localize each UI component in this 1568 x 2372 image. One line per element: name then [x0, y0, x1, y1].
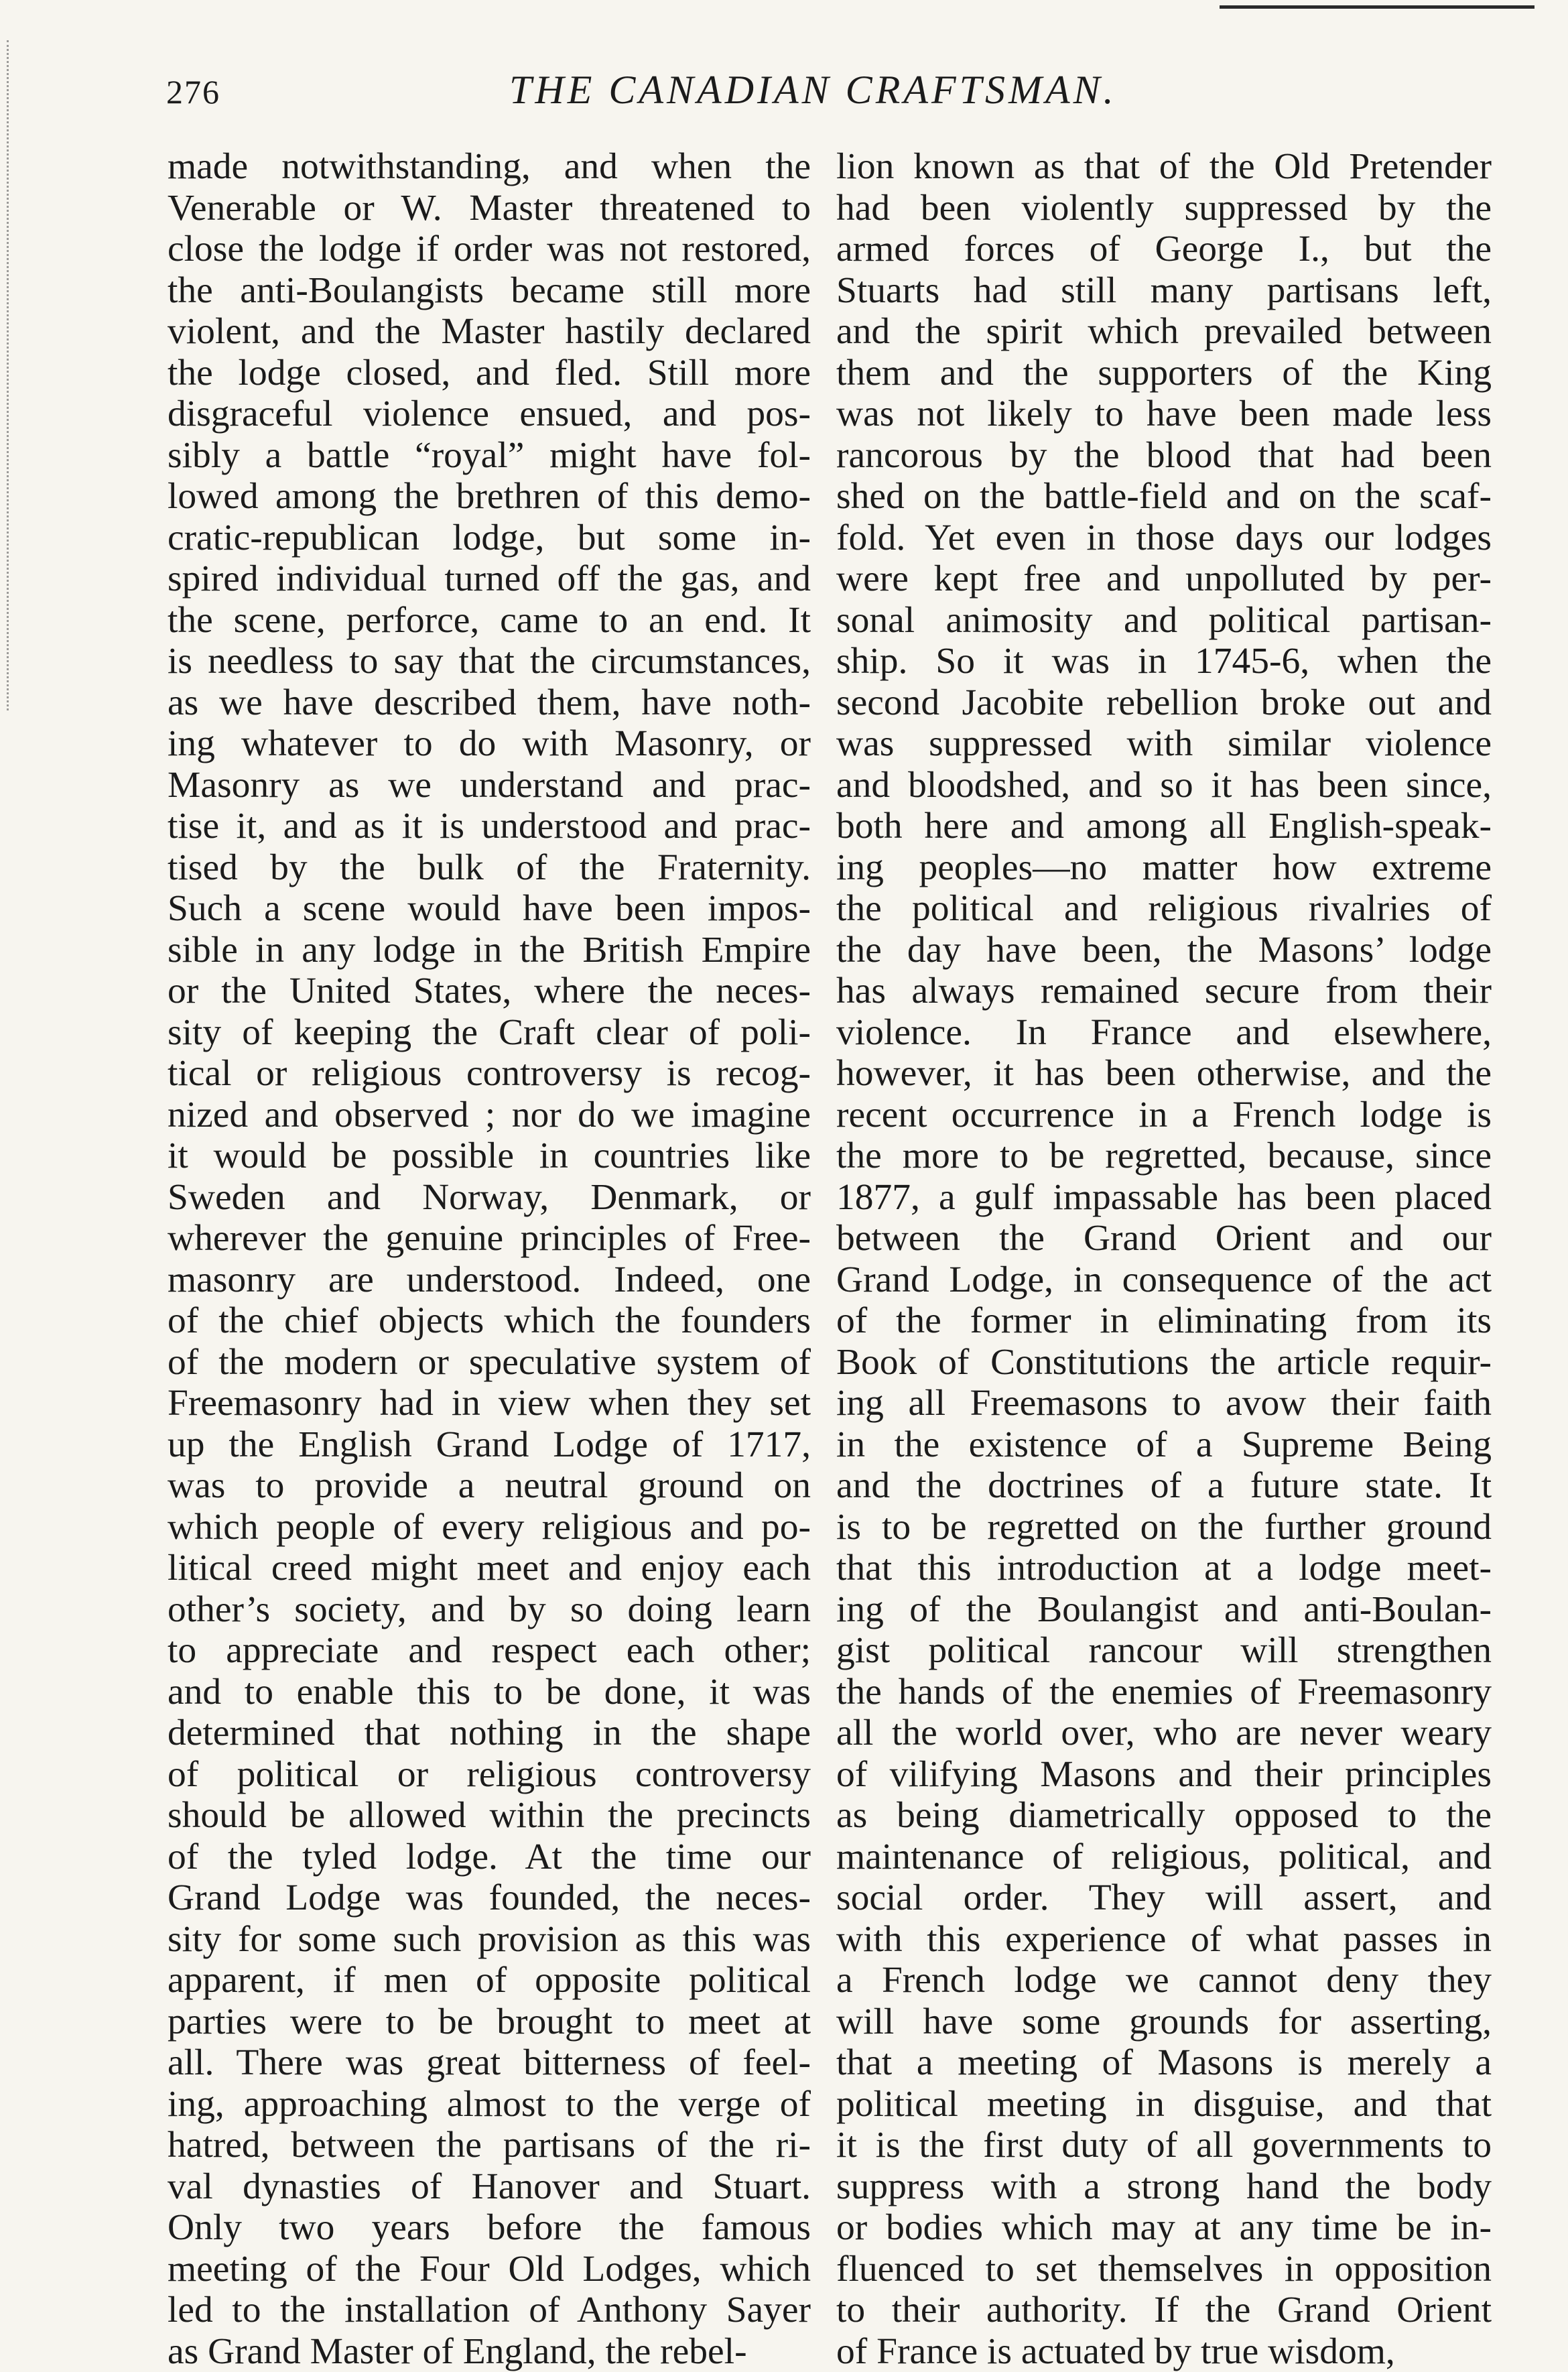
text-line: all the world over, who are never weary [836, 1712, 1492, 1754]
text-line: in the existence of a Supreme Being [836, 1424, 1492, 1466]
text-line: all. There was great bitterness of feel- [168, 2042, 811, 2084]
text-line: recent occurrence in a French lodge is [836, 1095, 1492, 1136]
text-line: Such a scene would have been impos- [168, 888, 811, 930]
text-line: and to enable this to be done, it was [168, 1672, 811, 1713]
text-line: Sweden and Norway, Denmark, or [168, 1177, 811, 1219]
text-line: other’s society, and by so doing learn [168, 1589, 811, 1631]
text-line: however, it has been otherwise, and the [836, 1053, 1492, 1095]
text-line: and the spirit which prevailed between [836, 311, 1492, 353]
text-line: suppress with a strong hand the body [836, 2166, 1492, 2208]
text-line: the lodge closed, and fled. Still more [168, 353, 811, 394]
text-line: that this introduction at a lodge meet- [836, 1548, 1492, 1589]
text-line: lowed among the brethren of this demo- [168, 476, 811, 517]
text-line: close the lodge if order was not restored, [168, 229, 811, 270]
text-line: val dynasties of Hanover and Stuart. [168, 2166, 811, 2208]
text-line: will have some grounds for asserting, [836, 2001, 1492, 2043]
page-number: 276 [166, 72, 220, 111]
text-line: shed on the battle-field and on the scaf- [836, 476, 1492, 517]
text-line: has always remained secure from their [836, 971, 1492, 1012]
text-line: violence. In France and elsewhere, [836, 1012, 1492, 1054]
text-line: was suppressed with similar violence [836, 723, 1492, 765]
text-line: to their authority. If the Grand Orient [836, 2290, 1492, 2331]
text-line: as being diametrically opposed to the [836, 1795, 1492, 1836]
text-line: apparent, if men of opposite political [168, 1960, 811, 2001]
text-line: tical or religious controversy is recog- [168, 1053, 811, 1095]
text-line: spired individual turned off the gas, and [168, 558, 811, 600]
text-line: fluenced to set themselves in opposition [836, 2249, 1492, 2290]
text-line: or the United States, where the neces- [168, 971, 811, 1012]
text-line: of the chief objects which the founders [168, 1300, 811, 1342]
text-line: and bloodshed, and so it has been since, [836, 765, 1492, 806]
text-line: of the tyled lodge. At the time our [168, 1836, 811, 1878]
text-line: had been violently suppressed by the [836, 188, 1492, 229]
text-line: masonry are understood. Indeed, one [168, 1259, 811, 1301]
page-header [0, 67, 1568, 127]
text-line: of vilifying Masons and their principles [836, 1754, 1492, 1796]
text-line: them and the supporters of the King [836, 353, 1492, 394]
right-text-column [836, 146, 1492, 2372]
top-rule [1220, 5, 1534, 9]
text-line: wherever the genuine principles of Free- [168, 1218, 811, 1259]
text-line: led to the installation of Anthony Sayer [168, 2290, 811, 2331]
text-line: the anti-Boulangists became still more [168, 270, 811, 312]
text-line: Stuarts had still many partisans left, [836, 270, 1492, 312]
text-line: ing peoples—no matter how extreme [836, 847, 1492, 889]
running-title: THE CANADIAN CRAFTSMAN. [509, 67, 1117, 113]
text-line: violent, and the Master hastily declared [168, 311, 811, 353]
text-line: the day have been, the Masons’ lodge [836, 930, 1492, 971]
text-line: Only two years before the famous [168, 2207, 811, 2249]
text-line: made notwithstanding, and when the [168, 146, 811, 188]
text-line: up the English Grand Lodge of 1717, [168, 1424, 811, 1466]
text-line: of France is actuated by true wisdom, [836, 2331, 1492, 2372]
text-line: sonal animosity and political partisan- [836, 600, 1492, 641]
text-line: Freemasonry had in view when they set [168, 1383, 811, 1424]
text-line: hatred, between the partisans of the ri- [168, 2125, 811, 2166]
text-line: that a meeting of Masons is merely a [836, 2042, 1492, 2084]
text-line: maintenance of religious, political, and [836, 1836, 1492, 1878]
text-line: second Jacobite rebellion broke out and [836, 682, 1492, 724]
text-line: as Grand Master of England, the rebel- [168, 2331, 811, 2372]
text-line: a French lodge we cannot deny they [836, 1960, 1492, 2001]
text-line: of political or religious controversy [168, 1754, 811, 1796]
text-line: were kept free and unpolluted by per- [836, 558, 1492, 600]
text-line: both here and among all English-speak- [836, 806, 1492, 847]
text-line: ship. So it was in 1745-6, when the [836, 641, 1492, 682]
text-line: nized and observed ; nor do we imagine [168, 1095, 811, 1136]
text-line: is to be regretted on the further ground [836, 1507, 1492, 1548]
text-line: of the former in eliminating from its [836, 1300, 1492, 1342]
text-line: litical creed might meet and enjoy each [168, 1548, 811, 1589]
text-line: it would be possible in countries like [168, 1135, 811, 1177]
text-line: political meeting in disguise, and that [836, 2084, 1492, 2125]
text-line: sibly a battle “royal” might have fol- [168, 435, 811, 477]
text-line: social order. They will assert, and [836, 1877, 1492, 1919]
text-line: Grand Lodge, in consequence of the act [836, 1259, 1492, 1301]
text-line: armed forces of George I., but the [836, 229, 1492, 270]
text-line: it is the first duty of all governments to [836, 2125, 1492, 2166]
text-line: as we have described them, have noth- [168, 682, 811, 724]
text-line: was to provide a neutral ground on [168, 1465, 811, 1507]
text-line: which people of every religious and po- [168, 1507, 811, 1548]
text-line: is needless to say that the circumstances, [168, 641, 811, 682]
text-line: rancorous by the blood that had been [836, 435, 1492, 477]
text-line: tise it, and as it is understood and prac- [168, 806, 811, 847]
text-line: Book of Constitutions the article requir- [836, 1342, 1492, 1383]
text-line: ing of the Boulangist and anti-Boulan- [836, 1589, 1492, 1631]
text-line: sible in any lodge in the British Empire [168, 930, 811, 971]
text-line: sity of keeping the Craft clear of poli- [168, 1012, 811, 1054]
text-line: sity for some such provision as this was [168, 1919, 811, 1960]
text-line: ing whatever to do with Masonry, or [168, 723, 811, 765]
text-line: the political and religious rivalries of [836, 888, 1492, 930]
text-line: disgraceful violence ensued, and pos- [168, 393, 811, 435]
text-line: the hands of the enemies of Freemasonry [836, 1672, 1492, 1713]
margin-scan-marks [7, 40, 17, 710]
text-line: to appreciate and respect each other; [168, 1630, 811, 1672]
text-line: gist political rancour will strengthen [836, 1630, 1492, 1672]
text-line: should be allowed within the precincts [168, 1795, 811, 1836]
text-line: the scene, perforce, came to an end. It [168, 600, 811, 641]
text-line: the more to be regretted, because, since [836, 1135, 1492, 1177]
text-line: determined that nothing in the shape [168, 1712, 811, 1754]
text-line: and the doctrines of a future state. It [836, 1465, 1492, 1507]
text-line: lion known as that of the Old Pretender [836, 146, 1492, 188]
text-line: meeting of the Four Old Lodges, which [168, 2249, 811, 2290]
left-text-column [168, 146, 811, 2372]
text-line: tised by the bulk of the Fraternity. [168, 847, 811, 889]
text-line: 1877, a gulf impassable has been placed [836, 1177, 1492, 1219]
text-line: ing all Freemasons to avow their faith [836, 1383, 1492, 1424]
text-line: cratic-republican lodge, but some in- [168, 517, 811, 559]
text-line: with this experience of what passes in [836, 1919, 1492, 1960]
text-line: Venerable or W. Master threatened to [168, 188, 811, 229]
text-line: fold. Yet even in those days our lodges [836, 517, 1492, 559]
text-line: or bodies which may at any time be in- [836, 2207, 1492, 2249]
text-line: ing, approaching almost to the verge of [168, 2084, 811, 2125]
text-line: Masonry as we understand and prac- [168, 765, 811, 806]
text-line: was not likely to have been made less [836, 393, 1492, 435]
text-line: Grand Lodge was founded, the neces- [168, 1877, 811, 1919]
text-line: of the modern or speculative system of [168, 1342, 811, 1383]
text-line: between the Grand Orient and our [836, 1218, 1492, 1259]
text-line: parties were to be brought to meet at [168, 2001, 811, 2043]
